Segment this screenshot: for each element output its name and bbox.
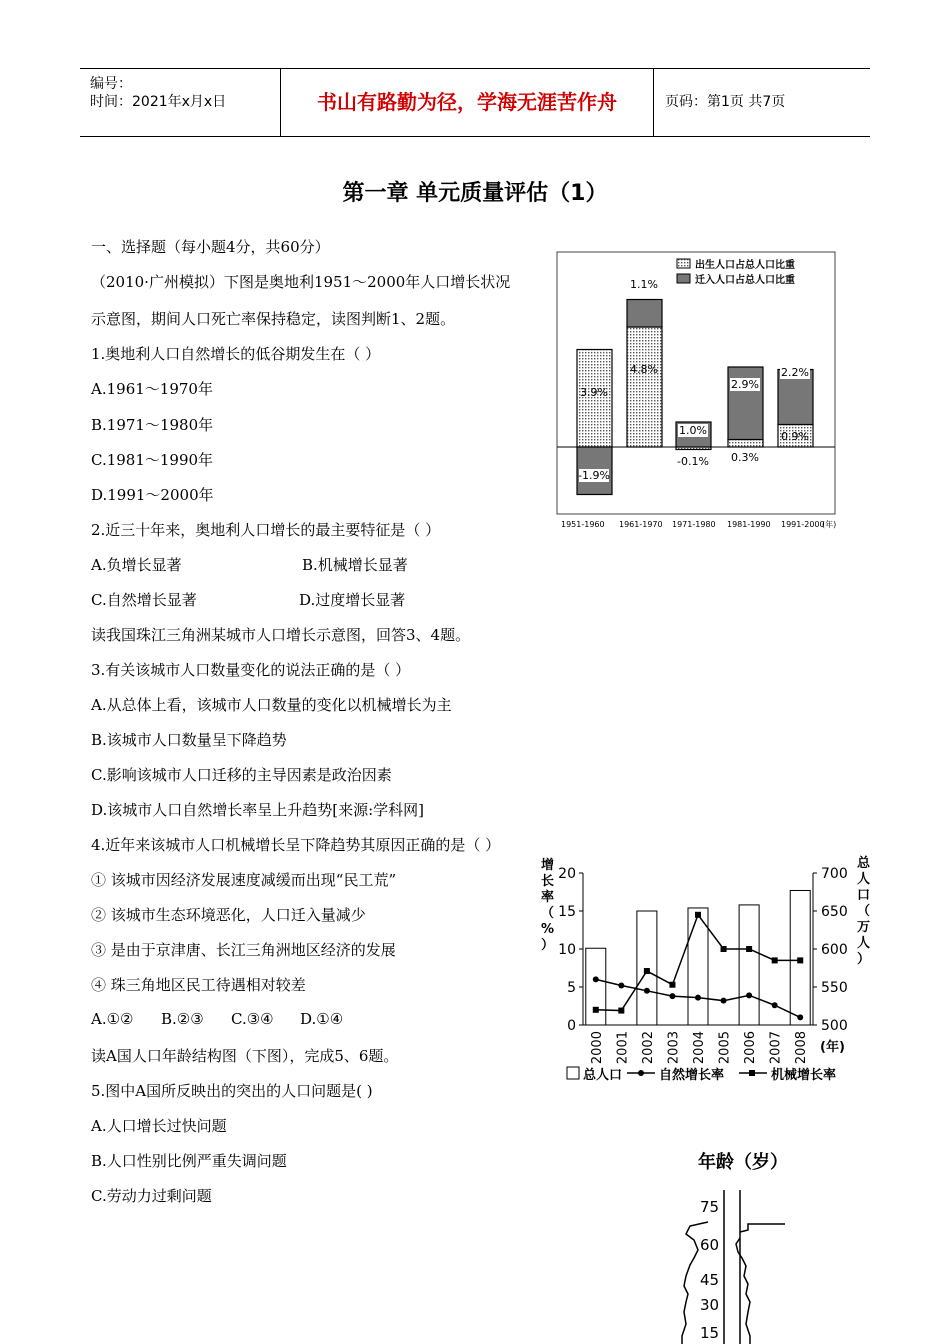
x-tick-label: 2000 — [589, 1031, 605, 1065]
legend-mechanical-label: 机械增长率 — [771, 1068, 837, 1083]
right-tick-label: 600 — [821, 942, 848, 958]
legend-total-label: 总人口 — [583, 1068, 623, 1083]
statement-4: ④ 珠三角地区民工待遇相对较差 — [91, 976, 306, 994]
left-axis-char: 率 — [541, 890, 555, 905]
natural-growth-point — [593, 976, 599, 982]
population-bar — [586, 948, 606, 1025]
option-line: D.1991～2000年 — [91, 486, 214, 504]
left-tick-label: 5 — [567, 980, 576, 996]
mechanical-growth-point — [721, 946, 727, 952]
natural-growth-point — [721, 998, 727, 1004]
text-line: 读我国珠江三角洲某城市人口增长示意图，回答3、4题。 — [91, 626, 471, 644]
header-table — [80, 68, 870, 137]
legend-natural-marker — [638, 1070, 644, 1076]
age-tick: 15 — [700, 1324, 720, 1342]
age-tick: 45 — [700, 1271, 720, 1289]
x-unit-label: (年) — [822, 520, 837, 529]
option-line: A.从总体上看，该城市人口数量的变化以机械增长为主 — [91, 696, 452, 714]
time-label: 时间：2021年x月x日 — [90, 94, 227, 110]
left-tick-label: 0 — [567, 1018, 576, 1034]
question-2: 2.近三十年来，奥地利人口增长的最主要特征是（ ） — [91, 521, 441, 539]
legend-swatch-migration — [677, 274, 690, 283]
austria-growth-chart — [555, 250, 845, 535]
mechanical-growth-point — [695, 912, 701, 918]
section-heading: 一、选择题（每小题4分，共60分） — [91, 238, 330, 256]
mechanical-growth-point — [618, 1008, 624, 1014]
right-axis-char: 人 — [857, 872, 871, 887]
option-line: B.人口性别比例严重失调问题 — [91, 1152, 287, 1170]
mechanical-growth-point — [746, 946, 752, 952]
right-tick-label: 650 — [821, 904, 848, 920]
x-tick-label: 2007 — [768, 1031, 784, 1065]
option-b: B.机械增长显著 — [302, 556, 408, 574]
statement-3: ③ 是由于京津唐、长江三角洲地区经济的发展 — [91, 941, 396, 959]
left-tick-label: 10 — [558, 942, 576, 958]
data-label: -1.9% — [578, 469, 610, 482]
natural-growth-point — [797, 1014, 803, 1020]
data-label: 1.0% — [679, 424, 707, 437]
option-line: C.劳动力过剩问题 — [91, 1187, 212, 1205]
data-label: 2.2% — [781, 366, 809, 379]
left-axis-char: 长 — [541, 874, 555, 889]
option-line: D.该城市人口自然增长率呈上升趋势[来源:学科网] — [91, 801, 425, 819]
left-axis-label — [541, 857, 554, 953]
option-line: A.人口增长过快问题 — [91, 1117, 227, 1135]
legend-mechanical-marker — [749, 1070, 755, 1076]
bar-birth — [728, 440, 763, 448]
age-structure-chart — [590, 1140, 860, 1344]
natural-growth-point — [644, 988, 650, 994]
option-line: C.影响该城市人口迁移的主导因素是政治因素 — [91, 766, 392, 784]
data-label: 4.8% — [630, 363, 658, 376]
female-profile-top — [740, 1224, 785, 1232]
data-label: 0.9% — [781, 430, 809, 443]
option-b: B.②③ — [161, 1010, 204, 1028]
option-line: A.1961～1970年 — [91, 380, 213, 398]
x-tick-label: 2002 — [640, 1031, 656, 1065]
data-label: 3.9% — [580, 386, 608, 399]
option-c: C.③④ — [231, 1010, 274, 1028]
female-profile — [736, 1238, 750, 1344]
legend-swatch-birth — [677, 259, 690, 268]
right-axis-char: 人 — [857, 936, 871, 951]
option-a: A.①② — [91, 1010, 134, 1028]
x-tick-label: 2008 — [794, 1031, 810, 1065]
right-tick-label: 550 — [821, 980, 848, 996]
option-line: C.1981～1990年 — [91, 451, 214, 469]
right-axis-char: 总 — [857, 856, 871, 871]
left-axis-char: 增 — [541, 858, 555, 873]
age-axis-title: 年龄（岁） — [698, 1152, 788, 1173]
natural-growth-point — [772, 1002, 778, 1008]
category-label: 1951-1960 — [561, 520, 605, 529]
option-d: D.过度增长显著 — [299, 591, 406, 609]
bar-birth — [627, 327, 662, 447]
bar-migration — [627, 300, 662, 328]
data-label: 0.3% — [731, 451, 759, 464]
text-line: 示意图，期间人口死亡率保持稳定，读图判断1、2题。 — [91, 310, 456, 328]
mechanical-growth-point — [593, 1007, 599, 1013]
x-tick-label: 2005 — [717, 1031, 733, 1065]
x-tick-label: 2003 — [666, 1031, 682, 1065]
option-line: B.该城市人口数量呈下降趋势 — [91, 731, 287, 749]
text-line: （2010·广州模拟）下图是奥地利1951～2000年人口增长状况 — [91, 273, 511, 291]
category-label: 1991-2000 — [781, 520, 825, 529]
natural-growth-point — [746, 992, 752, 998]
right-axis-char: （ — [857, 904, 871, 919]
mechanical-growth-point — [669, 982, 675, 988]
doc-title: 第一章 单元质量评估（1） — [342, 181, 608, 206]
natural-growth-point — [669, 993, 675, 999]
left-axis-char: ） — [541, 938, 555, 953]
legend-birth-label: 出生人口占总人口比重 — [695, 260, 795, 271]
left-tick-label: 15 — [558, 904, 576, 920]
option-line: B.1971～1980年 — [91, 416, 214, 434]
right-tick-label: 500 — [821, 1018, 848, 1034]
x-unit-label: (年) — [820, 1040, 845, 1055]
number-label: 编号： — [90, 76, 132, 92]
question-5: 5.图中A国所反映出的突出的人口问题是( ) — [91, 1082, 373, 1100]
text-line: 读A国人口年龄结构图（下图），完成5、6题。 — [91, 1047, 399, 1065]
x-tick-label: 2006 — [743, 1031, 759, 1065]
option-d: D.①④ — [300, 1010, 344, 1028]
category-label: 1961-1970 — [619, 520, 663, 529]
question-1: 1.奥地利人口自然增长的低谷期发生在（ ） — [91, 345, 381, 363]
data-label: 1.1% — [630, 278, 658, 291]
right-axis-char: ） — [857, 952, 871, 967]
category-label: 1981-1990 — [727, 520, 771, 529]
header-meta — [80, 69, 281, 136]
legend-migration-label: 迁入人口占总人口比重 — [695, 275, 795, 286]
page-info: 页码：第1页 共7页 — [665, 94, 786, 110]
right-axis-char: 口 — [857, 888, 871, 903]
left-axis-char: % — [541, 922, 555, 937]
x-tick-label: 2001 — [615, 1031, 631, 1065]
option-a: A.负增长显著 — [91, 556, 182, 574]
natural-growth-point — [618, 982, 624, 988]
right-axis-label — [857, 855, 871, 967]
population-bar — [688, 908, 708, 1025]
age-tick: 30 — [700, 1296, 720, 1314]
mechanical-growth-point — [797, 957, 803, 963]
mechanical-growth-point — [644, 968, 650, 974]
mechanical-growth-point — [772, 957, 778, 963]
population-bar — [637, 911, 657, 1025]
statement-2: ② 该城市生态环境恶化，人口迁入量减少 — [91, 906, 366, 924]
legend-natural-label: 自然增长率 — [659, 1068, 725, 1083]
population-bar — [739, 905, 759, 1025]
option-c: C.自然增长显著 — [91, 591, 197, 609]
question-4: 4.近年来该城市人口机械增长呈下降趋势其原因正确的是（ ） — [91, 836, 501, 854]
category-label: 1971-1980 — [672, 520, 716, 529]
data-label: -0.1% — [677, 455, 709, 468]
age-tick: 60 — [700, 1236, 720, 1254]
left-tick-label: 20 — [558, 866, 576, 882]
right-axis-char: 万 — [857, 920, 871, 935]
x-tick-label: 2004 — [692, 1031, 707, 1065]
data-label: 2.9% — [731, 378, 759, 391]
statement-1: ① 该城市因经济发展速度减缓而出现“民工荒” — [91, 871, 397, 889]
question-3: 3.有关该城市人口数量变化的说法正确的是（ ） — [91, 661, 411, 679]
legend-swatch-total — [567, 1067, 579, 1079]
natural-growth-point — [695, 995, 701, 1001]
motto: 书山有路勤为径，学海无涯苦作舟 — [281, 69, 654, 136]
city-growth-chart — [535, 855, 885, 1090]
left-axis-char: （ — [541, 906, 555, 921]
right-tick-label: 700 — [821, 866, 848, 882]
age-tick: 75 — [700, 1198, 720, 1216]
